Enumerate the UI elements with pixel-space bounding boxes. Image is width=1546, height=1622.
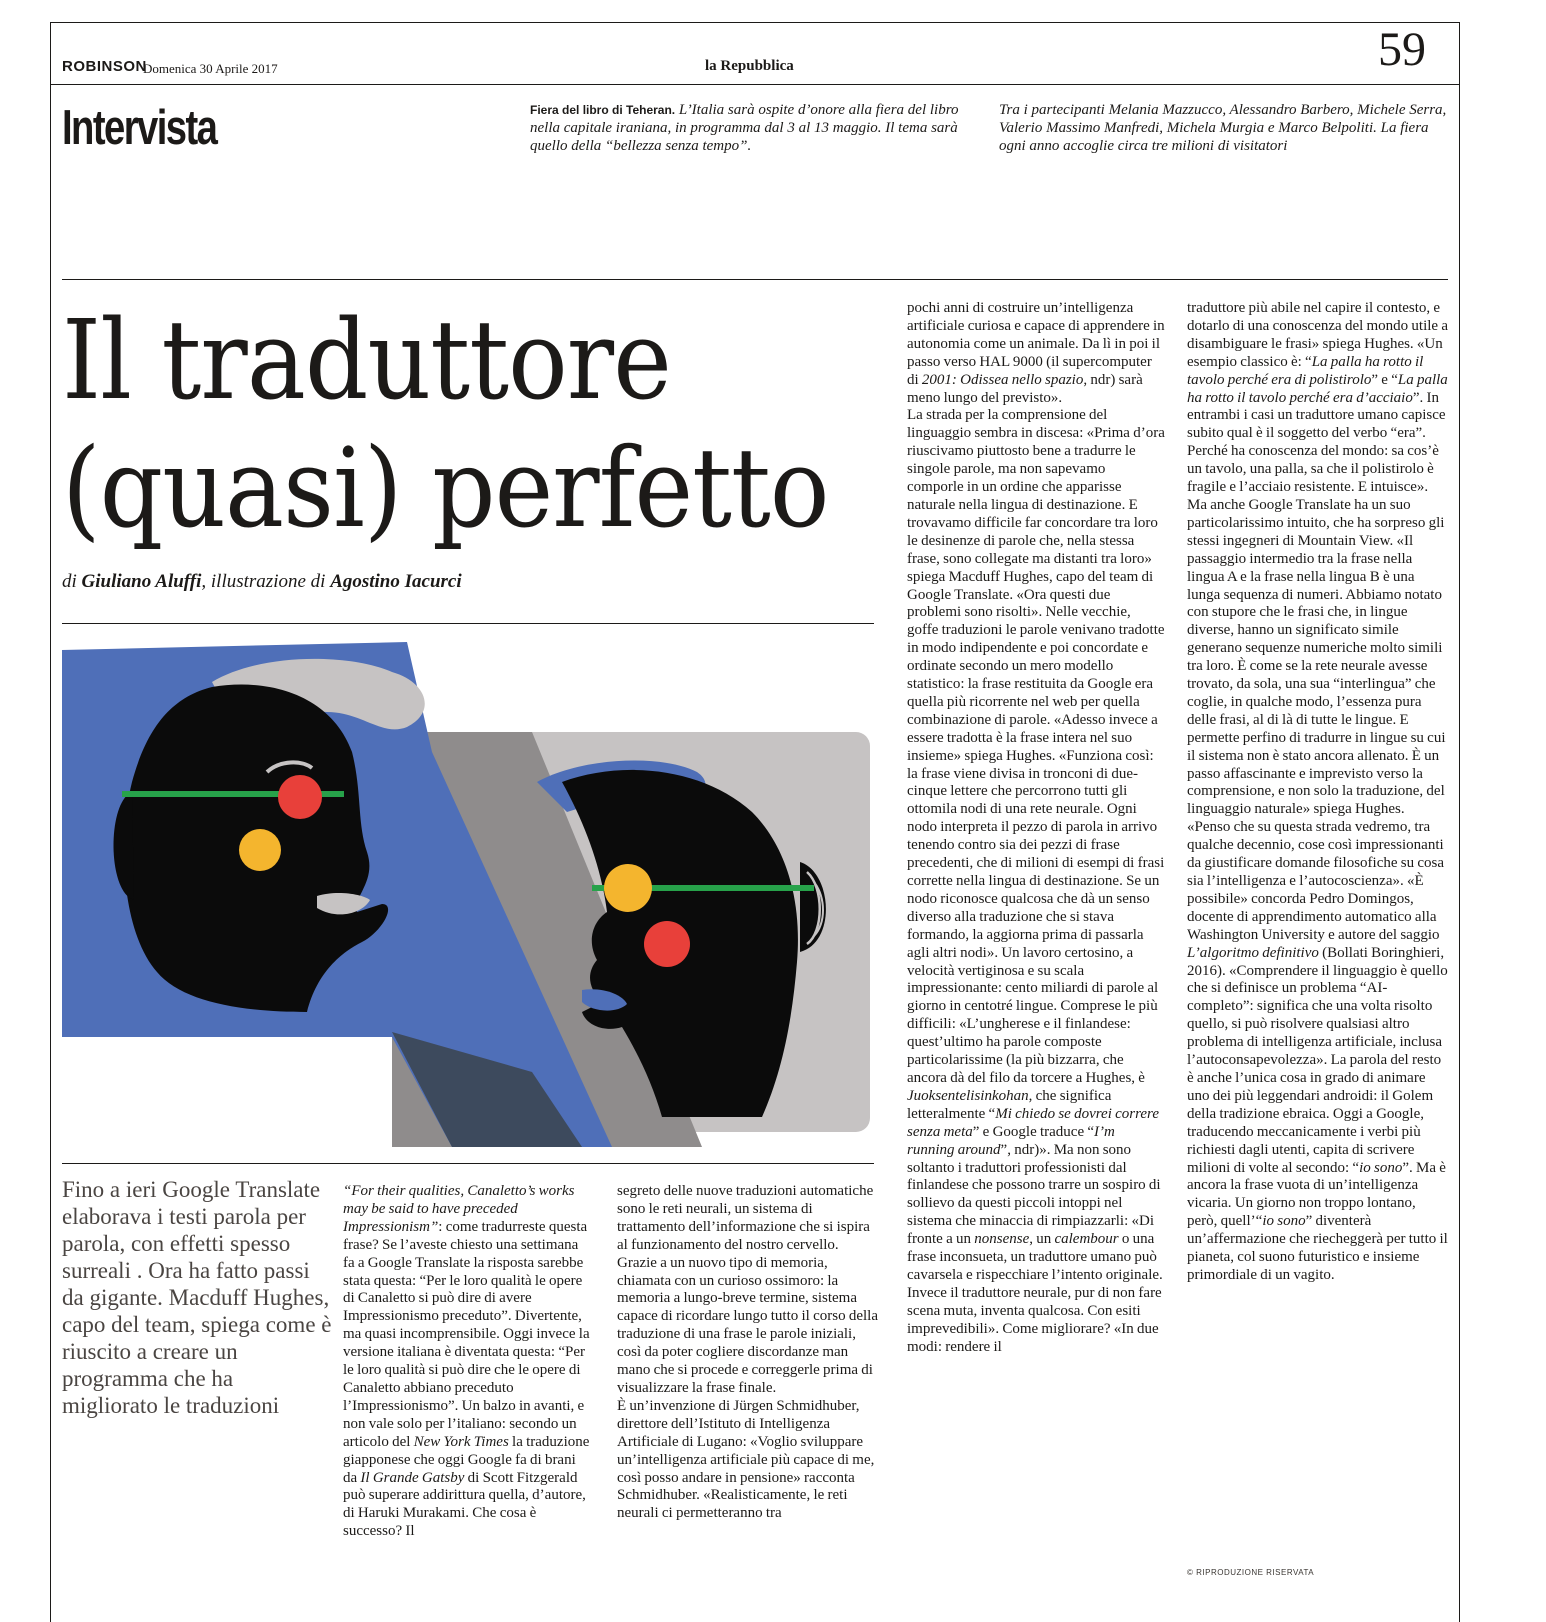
- byline: [62, 571, 462, 593]
- header-rule: [50, 84, 1460, 85]
- finnish-word: Juoksentelisinkohan: [907, 1087, 1029, 1104]
- italic-phrase: La palla ha rotto il tavolo perché era d’acciaio: [1187, 371, 1448, 406]
- text-run: di Scott Fitzgerald può superare addirittura quella, d’autore, di Haruki Murakami. Che cosa è successo? Il: [343, 1469, 586, 1540]
- right-red-dot: [644, 921, 690, 967]
- text-run: , ndr) sarà meno lungo del previsto».: [907, 371, 1143, 406]
- copyright-notice: © RIPRODUZIONE RISERVATA: [1187, 1568, 1315, 1577]
- headline-line-1: Il traduttore: [62, 296, 671, 424]
- text-run: la traduzione giapponese che oggi Google fa di brani da: [343, 1433, 590, 1486]
- article-headline: [62, 296, 829, 552]
- title-gatsby: Il Grande Gatsby: [360, 1469, 465, 1486]
- byline-author: Giuliano Aluffi: [81, 571, 202, 592]
- article-column-1: [343, 1183, 593, 1541]
- byline-middle: , illustrazione di: [201, 571, 331, 592]
- news-box-lead: Fiera del libro di Teheran.: [530, 103, 676, 117]
- article-column-4: [1187, 300, 1449, 1285]
- news-box-right: Tra i partecipanti Melania Mazzucco, Alessandro Barbero, Michele Serra, Valerio Massimo Manfredi, Michela Murgia e Marco Belpoliti. La fiera ogni anno accoglie circa tre milioni di visitatori: [999, 102, 1447, 154]
- page-number: 59: [1378, 23, 1426, 76]
- byline-illustrator: Agostino Iacurci: [330, 571, 462, 592]
- byline-rule: [62, 623, 874, 624]
- title-algoritmo: L’algoritmo definitivo: [1187, 944, 1319, 961]
- quote-canaletto: “For their qualities, Canaletto’s works may be said to have preceded Impressionism”: [343, 1183, 575, 1235]
- italic-phrase: io sono: [1262, 1213, 1306, 1230]
- italic-phrase: La palla ha rotto il tavolo perché era di polistirolo: [1187, 353, 1424, 388]
- paragraph: È un’invenzione di Jürgen Schmidhuber, direttore dell’Istituto di Intelligenza Artificiale di Lugano: «Voglio sviluppare un’intelligenza artificiale più capace di me, così posso andare in pensione» racconta Schmidhuber. «Realisticamente, le reti neurali ci permetteranno tra: [617, 1397, 875, 1522]
- kicker-label: Intervista: [62, 101, 217, 155]
- text-run: : come tradurreste questa frase? Se l’aveste chiesto una settimana fa a Google Translate la risposta sarebbe stata questa: “Per le loro qualità le opere di Canaletto si può dire di avere Impressionismo preceduto”. Divertente, ma quasi incomprensibile. Oggi invece la versione italiana è diventata questa: “Per le loro qualità si può dire che le opere di Canaletto abbiano preceduto l’Impressionismo”. Un balzo in avanti, e non vale solo per l’italiano: secondo un articolo del: [343, 1218, 590, 1450]
- italic-phrase: Mi chiedo se dovrei correre senza meta: [907, 1105, 1159, 1140]
- article-column-2: [617, 1183, 881, 1523]
- divider-rule: [62, 279, 1448, 280]
- paragraph: segreto delle nuove traduzioni automatiche sono le reti neurali, un sistema di trattamento dell’informazione che si ispira al funzionamento del nostro cervello. Grazie a un nuovo tipo di memoria, chiamata con un curioso ossimoro: la memoria a lungo-breve termine, sistema capace di ricordare lungo tutto il corso della traduzione di una frase le parole iniziali, così da poter cogliere discordanze man mano che si procede e correggerle prima di visualizzare la frase finale.: [617, 1183, 878, 1396]
- italic-phrase: I’m running around: [907, 1123, 1115, 1158]
- text-run: La strada per la comprensione del linguaggio sembra in discesa: «Prima d’ora riuscivamo piuttosto bene a tradurre le singole parole, ma non sapevamo comporle in un ordine che apparisse naturale nella lingua di destinazione. E trovavamo difficile far concordare tra loro le desinenze di parole che, nella stessa frase, sono collegate ma distanti tra loro» spiega Macduff Hughes, capo del team di Google Translate. «Ora questi due problemi sono risolti». Nelle vecchie, goffe traduzioni le parole venivano tradotte in modo indipendente e poi concordate e ordinate secondo un mero modello statistico: la frase restituita da Google era quella più ricorrente nel web per quella combinazione di parole. «Adesso invece a essere tradotta è la frase intera nel suo insieme» spiega Hughes. «Funziona così: la frase viene divisa in tronconi di due-cinque lettere che percorrono tutti gli ottomila nodi di una rete neurale. Ogni nodo interpreta il pezzo di parola in arrivo tenendo contro sia dei pezzi di frase precedenti, che di milioni di esempi di frasi corrette nella lingua di destinazione. Se un nodo riconosce qualcosa che dà un senso diverso alla traduzione che si stava formando, la aggiorna prima di passarla agli altri nodi». Un lavoro certosino, a velocità vertiginosa e su scala impressionante: cento miliardi di parole al giorno in centotré lingue. Comprese le più difficili: «L’ungherese e il finlandese: quest’ultimo ha parole composte particolarissime (la più bizzarra, che ancora dà del filo da torcere a Hughes, è: [907, 407, 1165, 1086]
- text-run: , che significa letteralmente “: [907, 1087, 1112, 1122]
- text-run: traduttore più abile nel capire il contesto, e dotarlo di una conoscenza del mondo utile a disambiguare le frasi» spiega Hughes. «Un esempio classico è: “: [1187, 300, 1448, 370]
- text-run: ” e “: [1371, 371, 1398, 388]
- issue-date: Domenica 30 Aprile 2017: [143, 61, 278, 76]
- text-run: ”. Ma è ancora la frase vuota di un’intelligenza vicaria. Un giorno non troppo lontano, però, quell’“: [1187, 1159, 1446, 1230]
- text-run: , un: [1029, 1231, 1055, 1248]
- section-name: ROBINSON: [62, 58, 147, 75]
- text-run: ”, ndr)». Ma non sono soltanto i traduttori professionisti dal finlandese che possono trarre un sospiro di sollievo da questi piccoli intoppi nel sistema che minaccia di rimpiazzarli: «Di fronte a un: [907, 1141, 1161, 1248]
- newspaper-name: la Repubblica: [705, 58, 794, 74]
- article-summary: Fino a ieri Google Translate elaborava i testi parola per parola, con effetti spesso surreali . Ora ha fatto passi da gigante. Macduff Hughes, capo del team, spiega come è riuscito a creare un programma che ha migliorato le traduzioni: [62, 1177, 332, 1418]
- title-odissea: 2001: Odissea nello spazio: [921, 371, 1084, 388]
- italic-word: nonsense: [974, 1231, 1030, 1248]
- article-column-3: [907, 300, 1165, 1356]
- text-run: ”. In entrambi i casi un traduttore umano capisce subito qual è il soggetto del verbo “era”. Perché ha conoscenza del mondo: sa cos’è un tavolo, una palla, sa che il polistirolo è fragile e l’acciaio resistente. E intuisce». Ma anche Google Translate ha un suo particolarissimo intuito, che ha sorpreso gli stessi ingegneri di Mountain View. «Il passaggio intermedio tra la frase nella lingua A e la frase nella lingua B è una lunga sequenza di numeri. Abbiamo notato con stupore che le frasi che, in lingue diverse, hanno un significato simile generano sequenze numeriche molto simili tra loro. È come se la rete neurale avesse trovato, da sola, una sua “interlingua” che coglie, in qualche modo, l’essenza pura delle frasi, al di là di tutte le lingue. E permette perfino di tradurre in lingue su cui il sistema non è stato ancora allenato. È un passo affascinante e imprevisto verso la comprensione, e non solo la traduzione, del linguaggio naturale» spiega Hughes. «Penso che su questa strada vedremo, tra qualche decennio, cose così impressionanti da giustificare domande filosofiche su cosa sia l’intelligenza e l’autocoscienza». «È possibile» concorda Pedro Domingos, docente di apprendimento automatico alla Washington University e autore del saggio: [1187, 389, 1446, 943]
- text-run: o una frase inconsueta, un traduttore umano può cavarsela e rispecchiare l’intento originale. Invece il traduttore neurale, pur di non fare scena muta, inventa qualcosa. Con esiti imprevedibili». Come migliorare? «In due modi: rendere il: [907, 1231, 1163, 1355]
- italic-word: calembour: [1054, 1231, 1119, 1248]
- byline-prefix: di: [62, 571, 82, 592]
- left-red-dot: [278, 775, 322, 819]
- article-illustration: [62, 642, 882, 1147]
- text-run: (Bollati Boringhieri, 2016). «Comprendere il linguaggio è quello che si definisce un problema “AI-completo”: significa che una volta risolto quello, si può risolvere qualsiasi altro problema di intelligenza artificiale, inclusa l’autoconsapevolezza». La parola del resto è anche l’unica cosa in grado di animare uno dei più leggendari androidi: il Golem della tradizione ebraica. Oggi a Google, traducendo meccanicamente i verbi più richiesti dagli utenti, capita di scrivere milioni di volte al secondo: “: [1187, 944, 1448, 1176]
- news-box-text-1: L’Italia sarà ospite d’onore alla fiera del libro nella capitale iraniana, in programma dal 3 al 13 maggio. Il tema sarà quello della “bellezza senza tempo”.: [530, 102, 959, 154]
- left-yellow-dot: [239, 829, 281, 871]
- right-yellow-dot: [604, 864, 652, 912]
- text-run: pochi anni di costruire un’intelligenza artificiale curiosa e capace di apprendere in autonomia come un animale. Da lì in poi il passo verso HAL 9000 (il supercomputer di: [907, 300, 1165, 388]
- title-nyt: New York Times: [413, 1433, 509, 1450]
- italic-phrase: io sono: [1359, 1159, 1403, 1176]
- text-run: ” e Google traduce “: [972, 1123, 1095, 1140]
- text-run: ” diventerà un’affermazione che riecheggerà per tutto il pianeta, col suono futuristico e insieme primordiale di un vagito.: [1187, 1213, 1448, 1283]
- illustration-rule: [62, 1163, 874, 1164]
- headline-line-2: (quasi) perfetto: [62, 424, 829, 552]
- news-box-left: [530, 101, 970, 155]
